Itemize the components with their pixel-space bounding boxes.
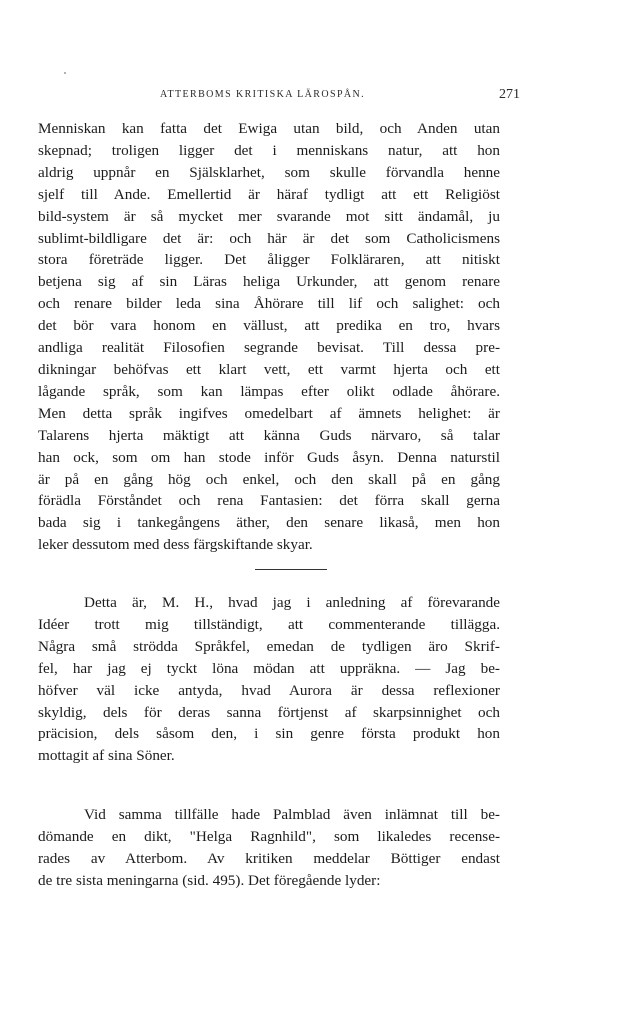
text-line: andliga realität Filosofien segrande bevisat. Till dessa pre-: [38, 339, 500, 357]
text-line: de tre sista meningarna (sid. 495). Det föregående lyder:: [38, 871, 381, 889]
section-divider: [255, 569, 327, 570]
text-line: Vid samma tillfälle hade Palmblad även inlämnat till be-: [84, 806, 500, 823]
text-line: Idéer trott mig tillständigt, att commenterande tillägga.: [38, 615, 500, 633]
text-line: sublimt-bildligare det är: och här är det som Catholicismens: [38, 229, 500, 247]
text-line: höfver väl icke antyda, hvad Aurora är dessa reflexioner: [38, 681, 500, 699]
paragraph-3: [38, 804, 500, 892]
text-line: stora företräde ligger. Det åligger Folkläraren, att nitiskt: [38, 251, 500, 269]
paragraph-2: [38, 592, 500, 767]
text-line: mottagit af sina Söner.: [38, 747, 175, 765]
text-line: dikningar behöfvas ett klart vett, ett varmt hjerta och ett: [38, 360, 500, 378]
text-line: leker dessutom med dess färgskiftande skyar.: [38, 536, 313, 554]
text-line: är på en gång hög och enkel, och den skall på en gång: [38, 470, 500, 488]
running-head: ATTERBOMS KRITISKA LÄROSPÅN.: [160, 89, 366, 100]
text-line: fel, har jag ej tyckt löna mödan att uppräkna. — Jag be-: [38, 659, 500, 677]
text-line: bild-system är så mycket mer svarande mot sitt ändamål, ju: [38, 207, 500, 225]
text-line: Menniskan kan fatta det Ewiga utan bild, och Anden utan: [38, 120, 500, 137]
text-line: Talarens hjerta mäktigt att känna Guds närvaro, så talar: [38, 426, 500, 444]
text-line: det bör vara honom en vällust, att predika en tro, hvars: [38, 317, 500, 335]
text-line: präcision, dels såsom den, i sin genre första produkt hon: [38, 725, 500, 743]
text-line: betjena sig af sin Läras heliga Urkunder, att genom renare: [38, 273, 500, 291]
text-line: och renare bilder leda sina Åhörare till lif och salighet: och: [38, 295, 500, 313]
text-line: dömande en dikt, "Helga Ragnhild", som likaledes recense-: [38, 827, 500, 845]
text-line: han ock, som om han stode inför Guds åsyn. Denna naturstil: [38, 448, 500, 466]
text-line: Men detta språk ingifves omedelbart af ämnets helighet: är: [38, 404, 500, 422]
text-line: skyldig, dels för deras sanna förtjenst af skarpsinnighet och: [38, 703, 500, 721]
text-line: rades av Atterbom. Av kritiken meddelar Böttiger endast: [38, 849, 500, 867]
page-number: 271: [499, 87, 520, 102]
page-header: [120, 89, 520, 107]
text-line: förädla Förståndet och rena Fantasien: det förra skall gerna: [38, 492, 500, 510]
text-line: bada sig i tankegångens äther, den senare likaså, men hon: [38, 514, 500, 532]
text-line: aldrig uppnår en Själsklarhet, som skulle förvandla henne: [38, 163, 500, 181]
text-line: skepnad; troligen ligger det i menniskans natur, att hon: [38, 141, 500, 159]
text-line: sjelf till Ande. Emellertid är häraf tydligt att ett Religiöst: [38, 185, 500, 203]
text-line: lågande språk, som kan lämpas efter olikt odlade åhörare.: [38, 382, 500, 400]
paragraph-1: [38, 118, 500, 556]
text-line: Detta är, M. H., hvad jag i anledning af förevarande: [84, 594, 500, 611]
paper-speck: [64, 72, 66, 74]
text-line: Några små strödda Språkfel, emedan de tydligen äro Skrif-: [38, 637, 500, 655]
